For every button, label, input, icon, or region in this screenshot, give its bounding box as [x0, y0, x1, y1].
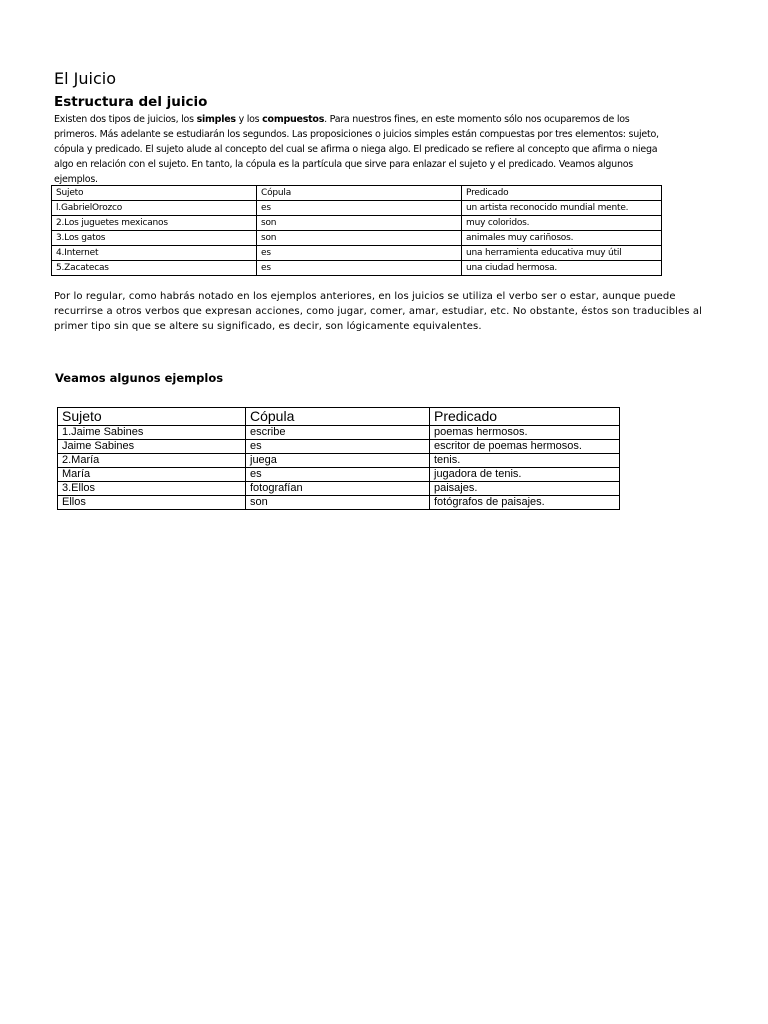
cell-predicado: escritor de poemas hermosos. — [430, 440, 620, 454]
cell-sujeto: Ellos — [58, 496, 246, 510]
cell-predicado: una ciudad hermosa. — [462, 261, 662, 276]
intro-bold-simples: simples — [196, 114, 236, 125]
cell-sujeto: 3.Ellos — [58, 482, 246, 496]
examples-heading: Veamos algunos ejemplos — [55, 371, 224, 385]
header-predicado: Predicado — [462, 186, 662, 201]
explanation-paragraph: Por lo regular, como habrás notado en los ejemplos anteriores, en los juicios se utiliza el verbo ser o estar, aunque puede recurrirse a otros verbos que expresan acciones, como jugar, comer, amar, estudiar, etc. No obstante, éstos son traducibles al primer tipo sin que se altere su significado, es decir, son lógicamente equivalentes. — [54, 291, 703, 332]
intro-paragraph — [54, 112, 674, 187]
table-row — [58, 482, 620, 496]
cell-predicado: una herramienta educativa muy útil — [462, 246, 662, 261]
table-row — [52, 231, 662, 246]
table-row — [52, 246, 662, 261]
cell-copula: juega — [246, 454, 430, 468]
table-row — [58, 454, 620, 468]
table-row — [52, 201, 662, 216]
intro-text-1: Existen dos tipos de juicios, los — [54, 114, 197, 125]
table-header-row — [58, 408, 620, 426]
cell-copula: es — [246, 440, 430, 454]
cell-sujeto: 4.Internet — [52, 246, 257, 261]
cell-predicado: fotógrafos de paisajes. — [430, 496, 620, 510]
table-row — [58, 440, 620, 454]
cell-predicado: tenis. — [430, 454, 620, 468]
header-predicado: Predicado — [430, 408, 620, 426]
page-title: El Juicio — [54, 69, 116, 88]
cell-sujeto: 3.Los gatos — [52, 231, 257, 246]
cell-copula: escribe — [246, 426, 430, 440]
table-row — [58, 426, 620, 440]
intro-text-2: y los — [235, 114, 263, 125]
cell-predicado: muy coloridos. — [462, 216, 662, 231]
cell-sujeto: 5.Zacatecas — [52, 261, 257, 276]
cell-sujeto: 2.Los juguetes mexicanos — [52, 216, 257, 231]
header-sujeto: Sujeto — [58, 408, 246, 426]
table-row — [52, 216, 662, 231]
intro-text-3: . Para nuestros fines, en este momento sólo nos ocuparemos de los primeros. Más adelante se estudiarán los segundos. Las proposiciones o juicios simples están compuestas por tres elementos: sujeto, cópula y predicado. El sujeto alude al concepto del cual se afirma o niega algo. El predicado se refiere al concepto que afirma o niega algo en relación con el sujeto. En tanto, la cópula es la partícula que sirve para enlazar el sujeto y el predicado. Veamos algunos ejemplos. — [54, 114, 659, 185]
cell-copula: fotografían — [246, 482, 430, 496]
header-sujeto: Sujeto — [52, 186, 257, 201]
cell-copula: es — [257, 246, 462, 261]
cell-copula: son — [257, 231, 462, 246]
header-copula: Cópula — [257, 186, 462, 201]
cell-predicado: animales muy cariñosos. — [462, 231, 662, 246]
table-row — [58, 468, 620, 482]
cell-predicado: paisajes. — [430, 482, 620, 496]
examples-table-2 — [57, 407, 620, 510]
cell-sujeto: María — [58, 468, 246, 482]
cell-sujeto: 2.María — [58, 454, 246, 468]
cell-copula: es — [246, 468, 430, 482]
table-row — [52, 261, 662, 276]
examples-table-1 — [51, 185, 662, 276]
cell-sujeto: Jaime Sabines — [58, 440, 246, 454]
cell-copula: es — [257, 261, 462, 276]
table-row — [58, 496, 620, 510]
cell-predicado: poemas hermosos. — [430, 426, 620, 440]
table-header-row — [52, 186, 662, 201]
cell-copula: son — [246, 496, 430, 510]
cell-copula: es — [257, 201, 462, 216]
cell-predicado: jugadora de tenis. — [430, 468, 620, 482]
cell-sujeto: l.GabrielOrozco — [52, 201, 257, 216]
section-subtitle: Estructura del juicio — [54, 94, 208, 110]
header-copula: Cópula — [246, 408, 430, 426]
cell-sujeto: 1.Jaime Sabines — [58, 426, 246, 440]
cell-predicado: un artista reconocido mundial mente. — [462, 201, 662, 216]
intro-bold-compuestos: compuestos — [262, 114, 325, 125]
cell-copula: son — [257, 216, 462, 231]
